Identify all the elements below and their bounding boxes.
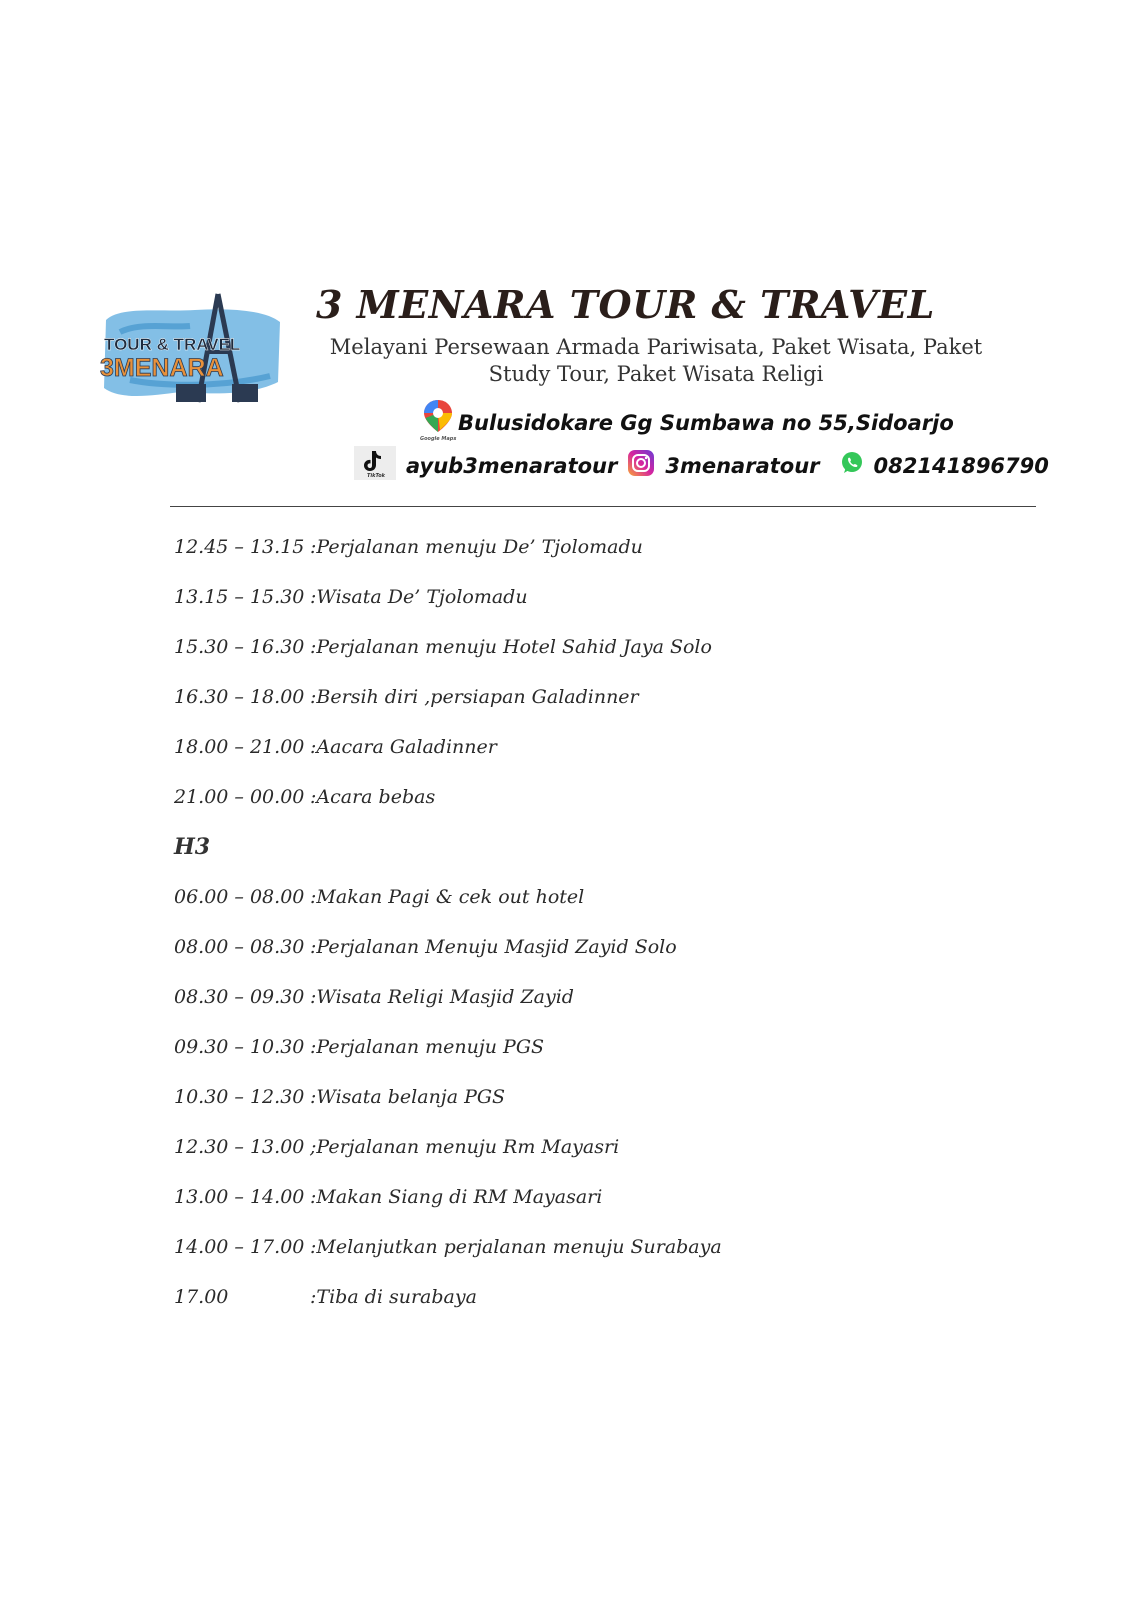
schedule-activity: Perjalanan menuju Hotel Sahid Jaya Solo bbox=[316, 636, 712, 658]
schedule-time: 18.00 – 21.00 bbox=[174, 736, 305, 758]
schedule-activity: Makan Pagi & cek out hotel bbox=[316, 886, 585, 908]
schedule-time: 14.00 – 17.00 bbox=[174, 1236, 305, 1258]
schedule-item: 13.15 – 15.30 : Wisata De’ Tjolomadu bbox=[174, 582, 994, 612]
schedule-item: 12.45 – 13.15 : Perjalanan menuju De’ Tjolomadu bbox=[174, 532, 994, 562]
schedule-time: 08.30 – 09.30 bbox=[174, 986, 305, 1008]
schedule-activity: Aacara Galadinner bbox=[316, 736, 497, 758]
schedule-item: 16.30 – 18.00 : Bersih diri ,persiapan Galadinner bbox=[174, 682, 994, 712]
schedule-time: 06.00 – 08.00 bbox=[174, 886, 305, 908]
schedule-activity: Melanjutkan perjalanan menuju Surabaya bbox=[316, 1236, 722, 1258]
schedule-item: 10.30 – 12.30 : Wisata belanja PGS bbox=[174, 1082, 994, 1112]
social-row bbox=[354, 446, 1049, 485]
schedule-time: 12.30 – 13.00 bbox=[174, 1136, 305, 1158]
schedule-time: 17.00 bbox=[174, 1286, 229, 1308]
instagram-handle: 3menaratour bbox=[665, 453, 820, 478]
schedule-item: 21.00 – 00.00 : Acara bebas bbox=[174, 782, 994, 812]
schedule-item: 06.00 – 08.00 : Makan Pagi & cek out hotel bbox=[174, 882, 994, 912]
schedule-activity: Wisata Religi Masjid Zayid bbox=[316, 986, 574, 1008]
schedule-item: 18.00 – 21.00 : Aacara Galadinner bbox=[174, 732, 994, 762]
tagline-line-1: Melayani Persewaan Armada Pariwisata, Paket Wisata, Paket bbox=[329, 335, 983, 359]
schedule-time: 15.30 – 16.30 bbox=[174, 636, 305, 658]
company-name: 3 MENARA TOUR & TRAVEL bbox=[316, 282, 935, 327]
google-maps-label: Google Maps bbox=[420, 436, 457, 442]
schedule-activity: Perjalanan menuju Rm Mayasri bbox=[316, 1136, 620, 1158]
address-row bbox=[418, 398, 954, 447]
schedule-time: 16.30 – 18.00 bbox=[174, 686, 305, 708]
address-text: Bulusidokare Gg Sumbawa no 55,Sidoarjo bbox=[458, 410, 954, 435]
schedule-time: 13.00 – 14.00 bbox=[174, 1186, 305, 1208]
company-logo bbox=[100, 292, 285, 410]
schedule-activity: Tiba di surabaya bbox=[316, 1286, 477, 1308]
header-divider bbox=[170, 506, 1036, 507]
schedule-time: 09.30 – 10.30 bbox=[174, 1036, 305, 1058]
instagram-icon bbox=[627, 449, 655, 482]
schedule-activity: Perjalanan Menuju Masjid Zayid Solo bbox=[316, 936, 677, 958]
google-maps-icon bbox=[418, 398, 458, 447]
tagline-line-2: Study Tour, Paket Wisata Religi bbox=[488, 362, 824, 386]
schedule-activity: Makan Siang di RM Mayasari bbox=[316, 1186, 603, 1208]
schedule-activity: Wisata belanja PGS bbox=[316, 1086, 506, 1108]
tiktok-handle: ayub3menaratour bbox=[406, 453, 618, 478]
tiktok-icon bbox=[354, 446, 396, 485]
schedule-activity: Wisata De’ Tjolomadu bbox=[316, 586, 528, 608]
schedule-time: 13.15 – 15.30 bbox=[174, 586, 305, 608]
whatsapp-icon bbox=[840, 451, 864, 480]
logo-text-top: TOUR & TRAVEL bbox=[104, 335, 241, 354]
company-tagline bbox=[310, 334, 1002, 388]
schedule-time: 21.00 – 00.00 bbox=[174, 786, 305, 808]
schedule-time: 10.30 – 12.30 bbox=[174, 1086, 305, 1108]
schedule-item: 15.30 – 16.30 : Perjalanan menuju Hotel Sahid Jaya Solo bbox=[174, 632, 994, 662]
schedule-item: 09.30 – 10.30 : Perjalanan menuju PGS bbox=[174, 1032, 994, 1062]
schedule-time: 08.00 – 08.30 bbox=[174, 936, 305, 958]
schedule-time: 12.45 – 13.15 bbox=[174, 536, 305, 558]
schedule-item: 13.00 – 14.00 : Makan Siang di RM Mayasari bbox=[174, 1182, 994, 1212]
schedule-item: 14.00 – 17.00 : Melanjutkan perjalanan menuju Surabaya bbox=[174, 1232, 994, 1262]
whatsapp-number: 082141896790 bbox=[873, 453, 1049, 478]
schedule-activity: Perjalanan menuju De’ Tjolomadu bbox=[316, 536, 643, 558]
tower-logo-icon bbox=[100, 292, 285, 410]
schedule-item: 12.30 – 13.00 ; Perjalanan menuju Rm Mayasri bbox=[174, 1132, 994, 1162]
schedule-item: 08.00 – 08.30 : Perjalanan Menuju Masjid Zayid Solo bbox=[174, 932, 994, 962]
schedule-activity: Acara bebas bbox=[316, 786, 436, 808]
schedule-activity: Bersih diri ,persiapan Galadinner bbox=[316, 686, 639, 708]
day-heading: H3 bbox=[174, 834, 211, 860]
logo-text-bottom: 3MENARA bbox=[100, 354, 224, 382]
schedule-item: 08.30 – 09.30 : Wisata Religi Masjid Zayid bbox=[174, 982, 994, 1012]
schedule-item: 17.00 : Tiba di surabaya bbox=[174, 1282, 994, 1312]
itinerary-schedule bbox=[174, 532, 994, 1332]
schedule-activity: Perjalanan menuju PGS bbox=[316, 1036, 545, 1058]
tiktok-label: TikTok bbox=[367, 473, 385, 479]
